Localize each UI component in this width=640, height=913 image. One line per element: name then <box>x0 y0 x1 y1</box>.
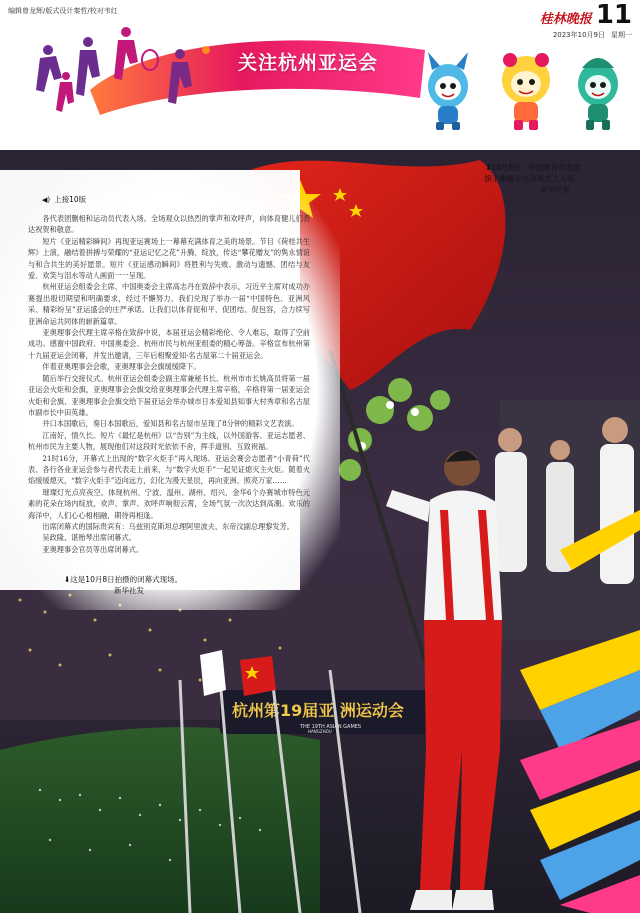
down-arrow-icon: ⬇ <box>64 575 71 584</box>
stadium-sign-text: 杭州第19届亚 洲运动会 <box>232 701 404 720</box>
caption-text: 10月8日，中国体育代表团旗手谢震业在闭幕式上入场。 <box>484 163 582 183</box>
article-body <box>28 213 310 555</box>
stadium-sign-city: HANGZHOU <box>308 729 332 734</box>
paragraph: 21时16分，开幕式上出现的“数字火炬手”再入现场。亚运会赛会志愿者“小青荷”代表、各行各业亚运会参与者代表走上前来，与“数字火炬手”一起见证熄灭主火炬。随着火焰缓缓熄灭，“数字火炬手”迈向远方，幻化为漫天星辰，再向亚洲、照亮万家…… <box>28 453 310 486</box>
newspaper-logo: 桂林晚报 <box>539 12 592 27</box>
continued-from <box>42 194 86 205</box>
paragraph: 江南好，情久长。短片《最忆是杭州》以“告别”为主线，以外国游客、亚运志愿者、杭州市民为主要人物，展现他们对这段时光依依不舍，挥手道别、互致祝福。 <box>28 430 310 452</box>
paragraph: 随后举行交接仪式。杭州亚运会组委会副主席兼秘书长、杭州市市长姚高员将第一届亚运会火炬和会旗，亚奥理事会会旗交给亚奥理事会代理主席辛格，辛格将第一届亚运会火炬和会旗、亚奥理事会会旗交给下届亚运会举办城市日本爱知县知事大村秀章和名古屋市副市长中田英雄。 <box>28 373 310 417</box>
paragraph: 杭州亚运会组委会主席、中国奥委会主席高志丹在致辞中表示，习近平主席对成功办赛提出殷切期望和明确要求，经过不懈努力，我们兑现了举办一届“中国特色、亚洲风采、精彩纷呈”亚运盛会的庄严承诺。让我们以体育促和平、促团结、促包容，合力续写亚洲命运共同体的崭新篇章。 <box>28 282 310 326</box>
issue-date <box>540 30 632 40</box>
photo-caption-top <box>484 162 582 195</box>
down-arrow-icon: ⬇ <box>485 163 492 172</box>
paragraph: 璀璨灯光点亮夜空。体现杭州、宁波、温州、湖州、绍兴、金华6个办赛城市特色元素的花朵在场内绽放，欢声、掌声、欢呼声响彻云霄，全场气氛一次次达到高潮。欢乐的海洋中，人们心心相相融，期待再相逢。 <box>28 487 310 520</box>
paragraph: 亚奥理事会官员等出席闭幕式。 <box>42 544 144 554</box>
asian-games-mascots <box>418 44 640 136</box>
date-text: 2023年10月9日 <box>552 31 605 39</box>
photo-credit: 新华社发 <box>540 185 570 194</box>
mascot-chenchen-icon <box>428 52 468 130</box>
photo-credit: 新华社发 <box>114 586 144 595</box>
paragraph: 出席闭幕式的国际贵宾有：乌兹别克斯坦总理阿里波夫、东帝汶副总理黎发芳。 <box>42 521 294 531</box>
photo-caption-bottom <box>64 574 182 596</box>
paragraph: 伴着亚奥理事会会歌，亚奥理事会会旗缓缓降下。 <box>42 362 201 372</box>
page-number: 11 <box>595 0 632 30</box>
paragraph: 井口本国歌后，奏日本国歌后，爱知县和名古屋市呈现了8分钟的精彩文艺表演。 <box>42 419 299 429</box>
mascot-congcong-icon <box>502 53 550 130</box>
caption-text: 这是10月8日拍摄的闭幕式现场。 <box>70 575 183 584</box>
stadium-sign <box>220 690 430 734</box>
paragraph: 亚奥理事会代理主席辛格在致辞中说，本届亚运会精彩绝伦、令人难忘，取得了空前成功。感谢中国政府、中国奥委会、杭州市民与杭州亚组委的精心筹备。辛格宣布杭州第十九届亚运会闭幕，并发出邀请，三年后相聚爱知·名古屋第二十届亚运会。 <box>28 328 310 360</box>
kicker-text: 上接10版 <box>54 195 87 204</box>
mascot-lianlian-icon <box>578 58 618 130</box>
editor-credits: 编辑曾龙辉/版式设计秦哲/校对韦红 <box>8 7 118 15</box>
paragraph: 吴政隆、谌贻琴出席闭幕式。 <box>42 533 136 543</box>
weekday-text: 星期一 <box>611 31 632 39</box>
stadium-sign-en: THE 19TH ASIAN GAMES <box>300 724 362 730</box>
section-title: 关注杭州亚运会 <box>238 52 379 74</box>
stadium-field <box>0 727 320 913</box>
masthead <box>540 2 632 40</box>
paragraph: 各代表团删相和运动员代表入场。全场观众以热烈的掌声和欢呼声，向体育健儿们表达祝贺和敬意。 <box>28 214 310 235</box>
speaker-icon: ◀) <box>42 196 51 204</box>
paragraph: 短片《亚运精彩瞬间》再现亚运赛场上一幕幕充满体育之美的场景。节目《荷桂共生辉》上演，融结着拼搏与荣耀的“亚运记忆之花”升腾、绽放，传达“攀花赠友”的隽永情谊与和合共生的美好愿景。短片《亚运感动瞬间》将胜利与失败、激动与遗憾、团结与友爱、欢笑与泪水等动人画面一一呈现。 <box>28 236 310 281</box>
